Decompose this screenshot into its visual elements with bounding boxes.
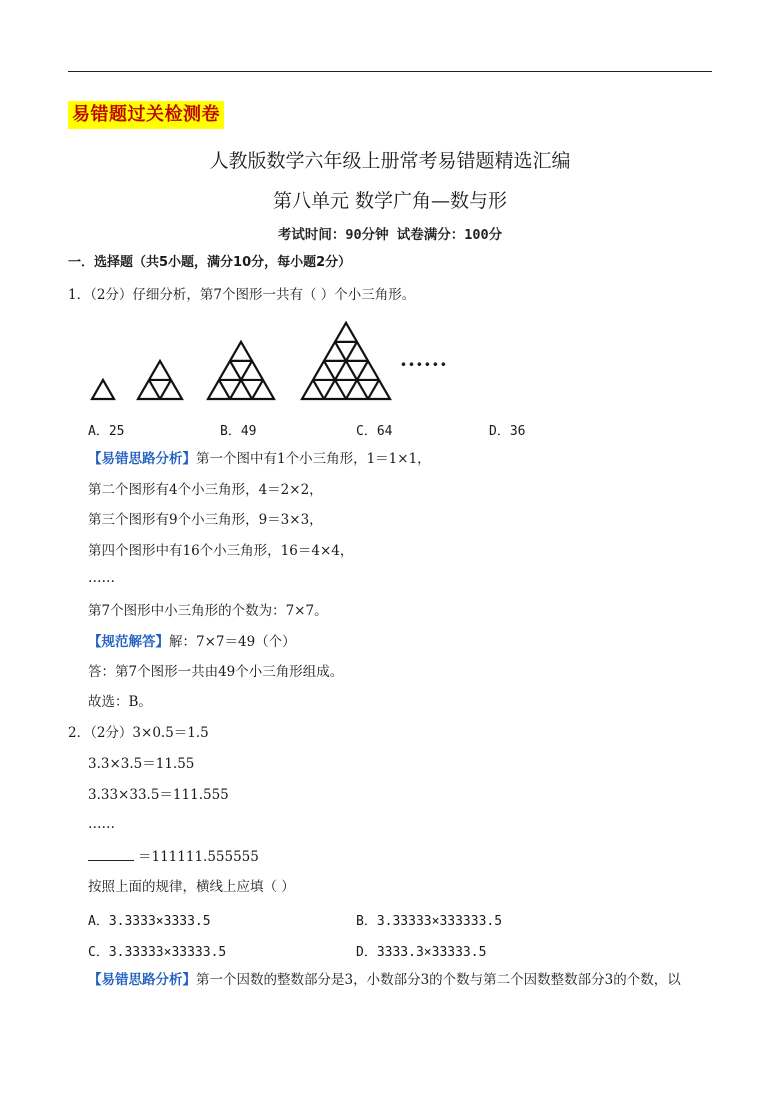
analysis-line: ……	[88, 570, 115, 586]
analysis-first-line: 第一个图中有1个小三角形，1＝1×1，	[196, 451, 431, 467]
analysis-line: 第7个图形中小三角形的个数为：7×7。	[88, 603, 328, 619]
q2-blank-result: ＝111111.555555	[138, 849, 259, 865]
triangle-figure-4	[302, 323, 390, 399]
q2-line: ……	[88, 816, 115, 832]
q1-option-a: A．25	[88, 424, 125, 439]
q2-option-d: D．3333.3×33333.5	[356, 945, 487, 960]
answer-blank	[88, 846, 134, 861]
q2-stem: 2．（2分）3×0.5＝1.5	[68, 725, 209, 741]
q2-option-b: B．3.33333×333333.5	[356, 914, 503, 929]
grid-line	[219, 380, 230, 399]
grid-line	[368, 380, 379, 399]
triangle-figure-3	[208, 342, 274, 399]
q2-ask: 按照上面的规律，横线上应填（ ）	[88, 879, 295, 895]
section-heading: 一．选择题（共5小题，满分10分，每小题2分）	[68, 255, 352, 270]
q2-line: 3.33×33.5＝111.555	[88, 787, 229, 803]
solution-tag: 【规范解答】	[88, 634, 169, 650]
analysis-line: 第二个图形有4个小三角形，4＝2×2，	[88, 482, 323, 498]
exam-tag: 易错题过关检测卷	[68, 101, 224, 129]
grid-line	[160, 380, 171, 399]
q1-stem: 1．（2分）仔细分析，第7个图形一共有（ ）个小三角形。	[68, 287, 416, 303]
q2-line: 3.3×3.5＝11.55	[88, 756, 195, 772]
q2-analysis	[88, 970, 681, 990]
solution-text: 解：7×7＝49（个）	[169, 634, 296, 650]
exam-info: 考试时间：90分钟 试卷满分：100分	[277, 227, 503, 243]
figure-outline	[92, 380, 114, 399]
analysis-line: 第四个图形中有16个小三角形，16＝4×4，	[88, 543, 354, 559]
grid-line	[252, 380, 263, 399]
grid-line	[149, 380, 160, 399]
analysis-tag: 【易错思路分析】	[88, 451, 196, 467]
grid-line	[313, 380, 324, 399]
q2-option-c: C．3.33333×33333.5	[88, 945, 227, 960]
q2-blank-line	[88, 846, 259, 867]
triangle-figure-1	[92, 380, 114, 399]
q1-option-c: C．64	[356, 424, 393, 439]
document-subtitle: 第八单元 数学广角—数与形	[272, 190, 508, 212]
analysis-tag: 【易错思路分析】	[88, 972, 196, 988]
q2-option-a: A．3.3333×3333.5	[88, 914, 211, 929]
figure-ellipsis: ······	[400, 352, 448, 376]
q1-answer: 答：第7个图形一共由49个小三角形组成。	[88, 664, 344, 680]
analysis-line: 第三个图形有9个小三角形，9＝3×3，	[88, 512, 323, 528]
analysis-text: 第一个因数的整数部分是3，小数部分3的个数与第二个因数整数部分3的个数，以	[196, 972, 681, 988]
q1-option-b: B．49	[220, 424, 257, 439]
triangle-figure-2	[138, 361, 182, 399]
q1-option-d: D．36	[489, 424, 526, 439]
document-title: 人教版数学六年级上册常考易错题精选汇编	[209, 150, 571, 172]
q1-analysis	[88, 449, 431, 469]
figure-outline	[208, 342, 274, 399]
q1-choice: 故选：B。	[88, 694, 152, 710]
q1-solution	[88, 632, 296, 652]
